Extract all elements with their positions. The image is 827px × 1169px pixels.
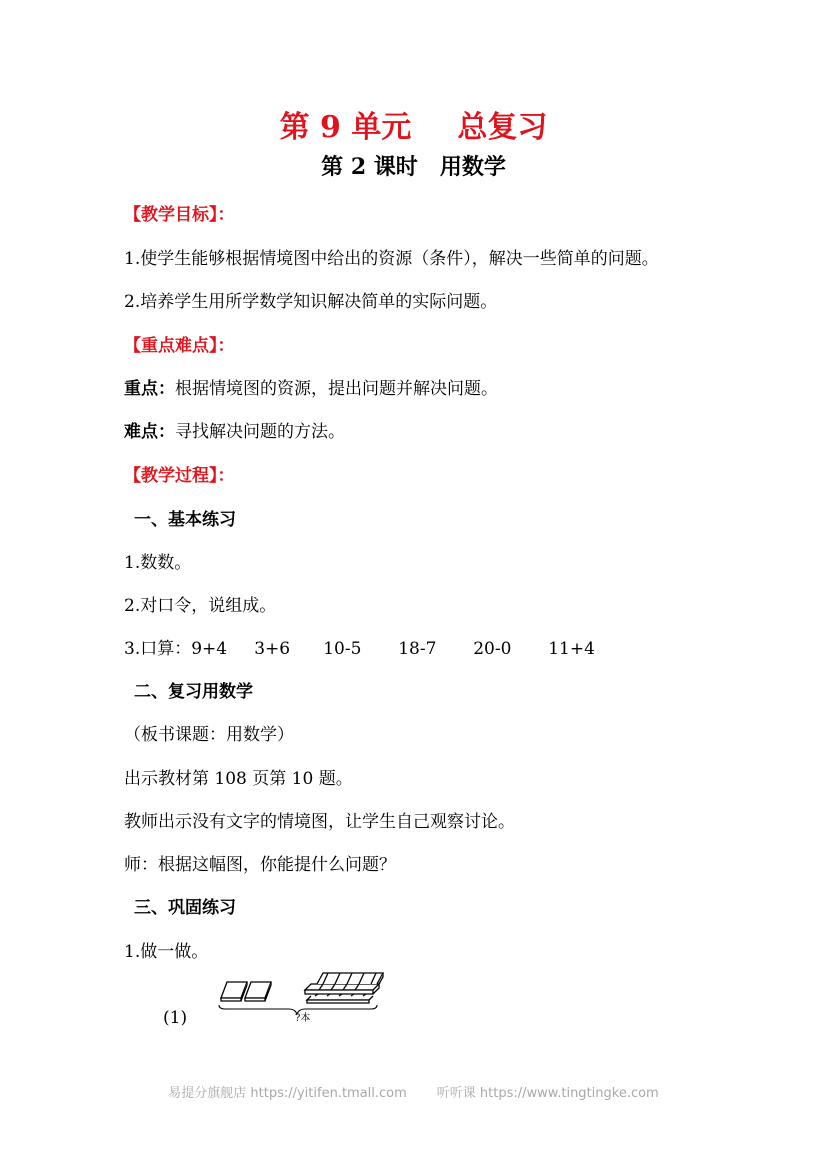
hard-label: 难点： bbox=[124, 422, 175, 442]
key-text: 根据情境图的资源，提出问题并解决问题。 bbox=[175, 379, 498, 399]
lesson-label: 第 2 课时 bbox=[321, 154, 418, 180]
part1-item-1: 1.数数。 bbox=[124, 553, 192, 573]
calc-item: 3+6 bbox=[254, 639, 291, 659]
hard-point bbox=[124, 417, 345, 442]
part2-show: 出示教材第 108 页第 10 题。 bbox=[124, 769, 353, 789]
calc-label: 3.口算： bbox=[124, 639, 192, 659]
calc-item: 9+4 bbox=[191, 639, 228, 659]
goal-2: 2.培养学生用所学数学知识解决简单的实际问题。 bbox=[124, 292, 498, 312]
key-heading: 【重点难点】： bbox=[124, 336, 235, 356]
calc-item: 20-0 bbox=[473, 639, 512, 659]
books-right-icon bbox=[305, 973, 383, 1003]
goal-1: 1.使学生能够根据情境图中给出的资源（条件），解决一些简单的问题。 bbox=[124, 249, 659, 269]
part2-heading: 二、复习用数学 bbox=[134, 682, 253, 702]
key-label: 重点： bbox=[124, 379, 175, 399]
page-title bbox=[0, 102, 827, 146]
footer-left: 易提分旗舰店 https://yitifen.tmall.com bbox=[168, 1086, 407, 1101]
calc-item: 18-7 bbox=[398, 639, 437, 659]
lesson-title bbox=[0, 150, 827, 181]
figure-label: ?本 bbox=[295, 1013, 311, 1024]
footer-right: 听听课 https://www.tingtingke.com bbox=[436, 1086, 659, 1101]
part1-heading: 一、基本练习 bbox=[134, 510, 236, 530]
books-left-icon bbox=[221, 982, 271, 1001]
part2-teacher: 教师出示没有文字的情境图，让学生自己观察讨论。 bbox=[124, 812, 515, 832]
part3-heading: 三、巩固练习 bbox=[134, 898, 236, 918]
part2-board: （板书课题：用数学） bbox=[124, 725, 294, 745]
lesson-name: 用数学 bbox=[439, 154, 506, 180]
footer bbox=[0, 1082, 827, 1101]
part3-sub-1: (1) bbox=[163, 1008, 188, 1028]
calc-item: 11+4 bbox=[548, 639, 595, 659]
unit-label: 第 9 单元 bbox=[279, 110, 412, 145]
books-figure bbox=[215, 968, 390, 1024]
part1-item-3 bbox=[124, 634, 595, 659]
goals-heading: 【教学目标】： bbox=[124, 205, 235, 225]
hard-text: 寻找解决问题的方法。 bbox=[175, 422, 345, 442]
part1-item-2: 2.对口令，说组成。 bbox=[124, 596, 277, 616]
key-point bbox=[124, 374, 498, 399]
process-heading: 【教学过程】： bbox=[124, 466, 235, 486]
part3-item-1: 1.做一做。 bbox=[124, 942, 209, 962]
calc-item: 10-5 bbox=[323, 639, 362, 659]
unit-name: 总复习 bbox=[457, 110, 548, 145]
part2-question: 师：根据这幅图，你能提什么问题？ bbox=[124, 855, 396, 875]
